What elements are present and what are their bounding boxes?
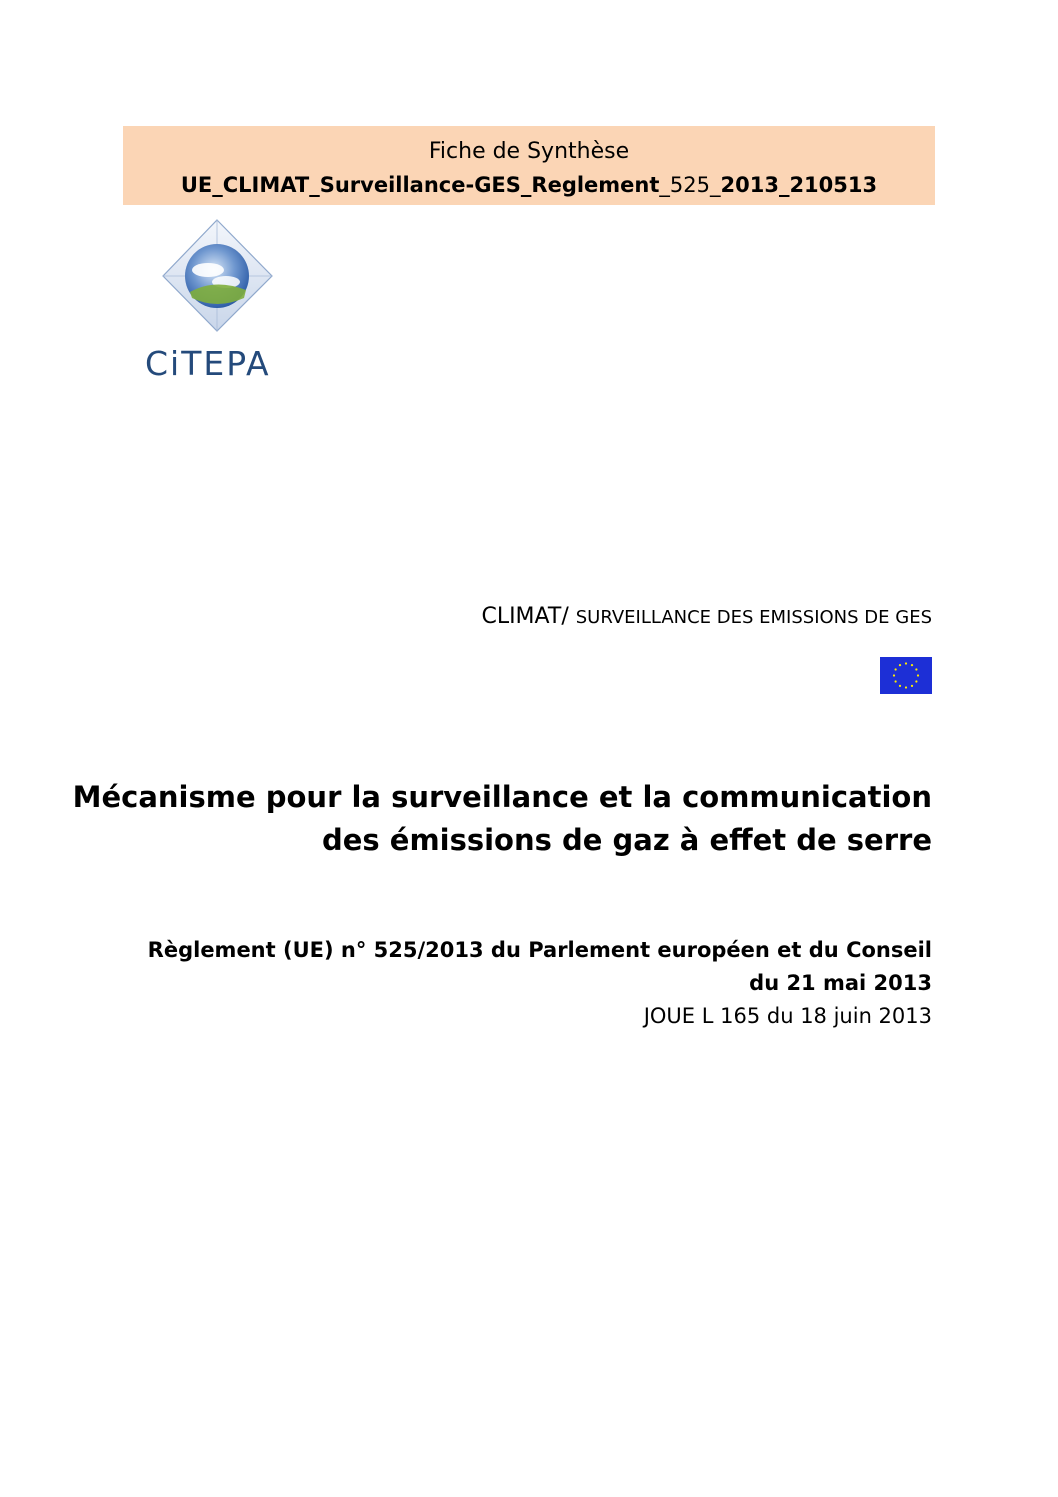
domain-prefix: CLIMAT/ bbox=[481, 604, 576, 629]
globe-diamond-logo-icon bbox=[160, 218, 275, 333]
citepa-logo bbox=[145, 218, 300, 383]
journal-reference: JOUE L 165 du 18 juin 2013 bbox=[643, 1004, 932, 1028]
domain-title bbox=[481, 602, 932, 633]
main-title-line-1: Mécanisme pour la surveillance et la communication bbox=[72, 780, 932, 814]
document-reference bbox=[123, 171, 935, 199]
eu-flag-icon bbox=[880, 657, 932, 694]
main-title bbox=[73, 776, 932, 862]
eu-star bbox=[911, 664, 913, 666]
eu-star bbox=[905, 662, 907, 664]
document-type: Fiche de Synthèse bbox=[428, 139, 630, 164]
eu-star bbox=[899, 664, 901, 666]
eu-star bbox=[915, 680, 917, 682]
eu-star bbox=[895, 680, 897, 682]
eu-star bbox=[895, 668, 897, 670]
eu-star bbox=[917, 674, 919, 676]
eu-star bbox=[915, 668, 917, 670]
logo-text: CiTEPA bbox=[145, 344, 271, 383]
regulation-reference: Règlement (UE) n° 525/2013 du Parlement européen et du Conseil bbox=[147, 938, 932, 962]
header-band bbox=[123, 126, 935, 205]
main-title-line-2: des émissions de gaz à effet de serre bbox=[321, 823, 932, 857]
reference-part-3: 2013_210513 bbox=[720, 173, 878, 197]
regulation-date: du 21 mai 2013 bbox=[749, 971, 932, 995]
reference-part-2: _525_ bbox=[659, 173, 721, 197]
reference-part-1: UE_CLIMAT_Surveillance-GES_Reglement bbox=[180, 173, 660, 197]
eu-star bbox=[911, 685, 913, 687]
domain-subject: SURVEILLANCE DES EMISSIONS DE GES bbox=[575, 607, 932, 628]
eu-star bbox=[905, 686, 907, 688]
eu-star bbox=[893, 674, 895, 676]
eu-star bbox=[899, 685, 901, 687]
